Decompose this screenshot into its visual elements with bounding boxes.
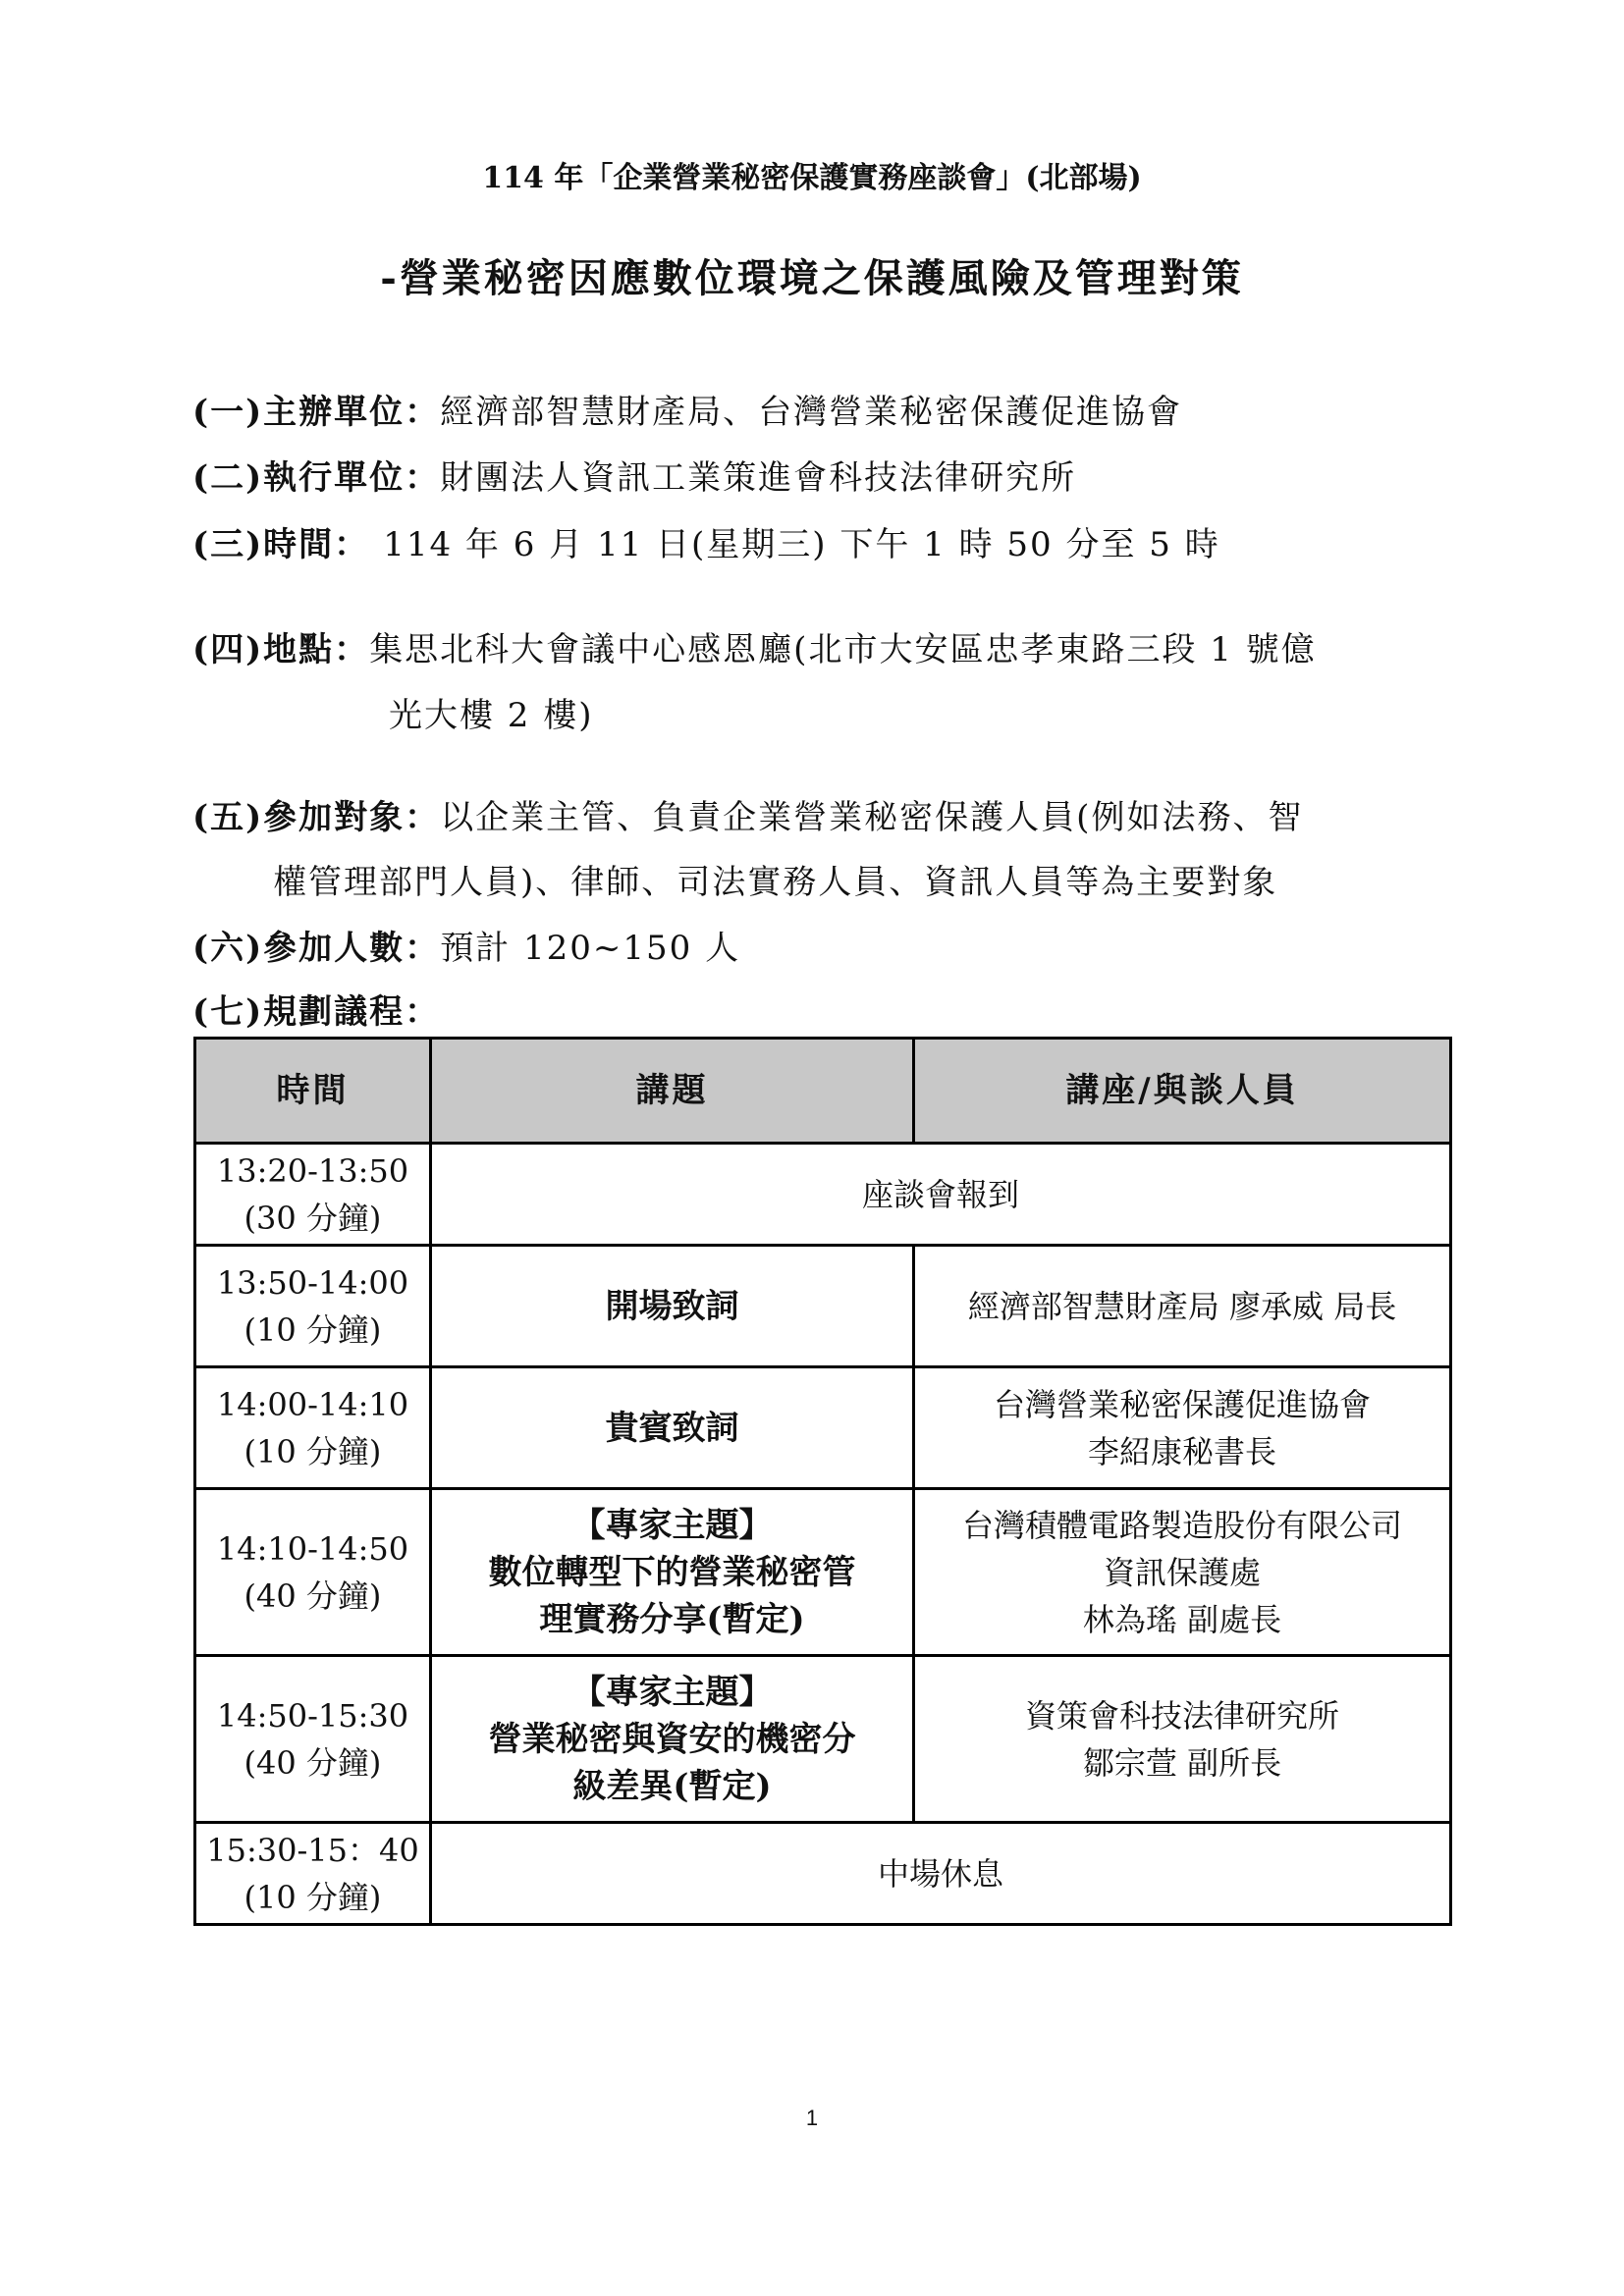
- info-time: [192, 519, 1220, 570]
- table-row: [195, 1144, 1451, 1246]
- speaker-cell: [914, 1656, 1451, 1823]
- time-range: 14:10-14:50: [216, 1529, 409, 1568]
- table-row: [195, 1656, 1451, 1823]
- time-range: 15:30-15：40: [206, 1831, 419, 1869]
- speaker-line: 林為瑤 副處長: [1082, 1600, 1282, 1638]
- speaker-line: 台灣積體電路製造股份有限公司: [962, 1506, 1403, 1544]
- duration: (10 分鐘): [244, 1432, 382, 1470]
- info-agenda: [192, 987, 440, 1038]
- topic-line: 級差異(暫定): [572, 1766, 772, 1806]
- info-location-cont: 光大樓 2 樓): [389, 696, 594, 735]
- duration: (30 分鐘): [244, 1199, 382, 1237]
- topic-cell: 開場致詞: [430, 1246, 913, 1367]
- info-executor: [192, 453, 1076, 504]
- duration: (40 分鐘): [244, 1576, 382, 1615]
- page-number: 1: [805, 2106, 819, 2130]
- agenda-header-row: [195, 1039, 1451, 1144]
- info-label: (二)執行單位：: [192, 458, 441, 498]
- info-text: 經濟部智慧財產局、台灣營業秘密保護促進協會: [440, 393, 1183, 432]
- time-range: 14:00-14:10: [216, 1385, 409, 1423]
- time-cell: [195, 1367, 431, 1489]
- speaker-cell: [914, 1489, 1451, 1656]
- agenda-table: [193, 1037, 1452, 1926]
- time-range: 13:20-13:50: [216, 1151, 409, 1190]
- duration: (10 分鐘): [244, 1878, 382, 1916]
- speaker-cell: [914, 1367, 1451, 1489]
- speaker-line: 經濟部智慧財產局 廖承威 局長: [967, 1287, 1397, 1325]
- info-text: 財團法人資訊工業策進會科技法律研究所: [440, 458, 1077, 498]
- duration: (10 分鐘): [244, 1310, 382, 1349]
- info-text: 以企業主管、負責企業營業秘密保護人員(例如法務、智: [440, 798, 1304, 837]
- info-text: 集思北科大會議中心感恩廳(北市大安區忠孝東路三段 1 號億: [369, 630, 1317, 669]
- topic-line: 【專家主題】: [571, 1505, 773, 1545]
- topic-cell: [430, 1489, 913, 1656]
- duration: (40 分鐘): [244, 1743, 382, 1782]
- info-label: (六)參加人數：: [192, 929, 441, 968]
- time-cell: [195, 1246, 431, 1367]
- topic-cell: [430, 1656, 913, 1823]
- info-audience-cont: 權管理部門人員)、律師、司法實務人員、資訊人員等為主要對象: [273, 863, 1278, 902]
- topic-cell: 座談會報到: [430, 1144, 1450, 1246]
- table-row: [195, 1489, 1451, 1656]
- time-cell: [195, 1656, 431, 1823]
- header-topic: 講題: [430, 1039, 913, 1144]
- speaker-line: 資策會科技法律研究所: [1025, 1696, 1340, 1735]
- time-cell: [195, 1823, 431, 1925]
- topic-line: 理實務分享(暫定): [539, 1599, 805, 1639]
- speaker-line: 鄒宗萱 副所長: [1082, 1743, 1282, 1782]
- document-subtitle: -營業秘密因應數位環境之保護風險及管理對策: [380, 255, 1244, 301]
- time-range: 13:50-14:00: [216, 1263, 409, 1302]
- topic-line: 營業秘密與資安的機密分: [488, 1719, 856, 1759]
- info-label: (五)參加對象：: [192, 798, 441, 837]
- header-speaker: 講座/與談人員: [914, 1039, 1451, 1144]
- info-label: (七)規劃議程：: [192, 992, 441, 1032]
- speaker-line: 李紹康秘書長: [1088, 1432, 1277, 1470]
- header-time: 時間: [195, 1039, 431, 1144]
- info-location: [192, 624, 1317, 675]
- document-title: 114 年「企業營業秘密保護實務座談會」(北部場): [482, 161, 1142, 195]
- topic-cell: 貴賓致詞: [430, 1367, 913, 1489]
- speaker-cell: [914, 1246, 1451, 1367]
- time-cell: [195, 1489, 431, 1656]
- topic-cell: 中場休息: [430, 1823, 1450, 1925]
- info-text: 預計 120~150 人: [440, 929, 741, 968]
- info-text: 114 年 6 月 11 日(星期三) 下午 1 時 50 分至 5 時: [383, 525, 1220, 564]
- time-cell: [195, 1144, 431, 1246]
- info-audience: [192, 792, 1303, 843]
- info-label: (四)地點：: [192, 630, 370, 669]
- table-row: [195, 1367, 1451, 1489]
- info-attendance: [192, 923, 740, 974]
- topic-line: 【專家主題】: [571, 1672, 773, 1712]
- speaker-line: 台灣營業秘密保護促進協會: [994, 1385, 1372, 1423]
- time-range: 14:50-15:30: [216, 1696, 409, 1735]
- topic-line: 數位轉型下的營業秘密管: [488, 1552, 856, 1592]
- info-label: (三)時間：: [192, 525, 370, 564]
- speaker-line: 資訊保護處: [1104, 1553, 1262, 1591]
- info-organizer: [192, 387, 1182, 438]
- table-row: [195, 1823, 1451, 1925]
- table-row: [195, 1246, 1451, 1367]
- info-label: (一)主辦單位：: [192, 393, 441, 432]
